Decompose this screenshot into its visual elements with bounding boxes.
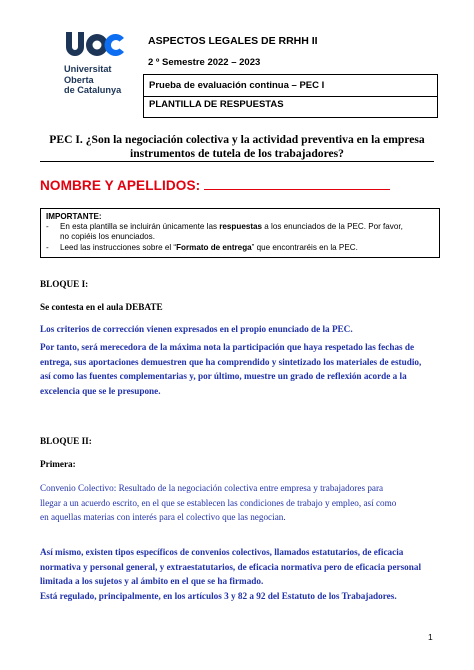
- important-item-2-post: ” que encontraréis en la PEC.: [251, 242, 358, 252]
- dash-bullet: -: [46, 242, 49, 252]
- evaluation-title: Prueba de evaluación continua – PEC I: [149, 80, 325, 91]
- bloque-1-para-2-line-2: entrega, sus aportaciones demuestren que ha comprendido y sintetizado los materiales de estudio,: [40, 356, 422, 367]
- logo-text: [64, 64, 126, 96]
- important-notice: [40, 208, 440, 258]
- bloque-2-para-1-line-1: Convenio Colectivo: Resultado de la negociación colectiva entre empresa y trabajadores para: [40, 483, 384, 493]
- bloque-2-para-2: [40, 545, 438, 603]
- bloque-1-para-2-line-1: Por tanto, será merecedora de la máxima nota la participación que haya respetado las fechas de: [40, 342, 415, 352]
- course-title: ASPECTOS LEGALES DE RRHH II: [148, 35, 318, 47]
- logo-line-1: Universitat: [64, 64, 112, 74]
- bloque-1-heading: BLOQUE I:: [40, 279, 89, 289]
- pec-question-line-2: instrumentos de tutela de los trabajadores?: [130, 147, 344, 160]
- bloque-1-para-2-line-4: excelencia que se le presupone.: [40, 385, 161, 396]
- bloque-2-para-1: [40, 481, 438, 525]
- name-field-underline[interactable]: [204, 177, 390, 190]
- important-item-2: [46, 243, 434, 253]
- header-box: [143, 74, 438, 118]
- bloque-2-heading: BLOQUE II:: [40, 436, 92, 446]
- bloque-2-para-2-line-3: limitada a los sujetos y al ámbito en el que se ha firmado.: [40, 576, 264, 587]
- bloque-1-subheading: Se contesta en el aula DEBATE: [40, 302, 163, 312]
- uoc-logo-icon: [64, 30, 126, 60]
- logo-line-2: Oberta: [64, 74, 94, 85]
- template-title: PLANTILLA DE RESPUESTAS: [149, 99, 284, 110]
- important-item-1-pre: En esta plantilla se incluirán únicamente las: [60, 222, 220, 232]
- bloque-2-para-2-line-2: normativa y personal general, y extraestatutarios, de eficacia normativa pero de eficacia personal: [40, 561, 422, 572]
- uoc-logo: [64, 30, 126, 96]
- bloque-2-para-1-line-3: en aquellas materias con interés para el colectivo que las negocian.: [40, 512, 286, 523]
- pec-label: PEC I.: [49, 133, 83, 146]
- important-item-2-bold: Formato de entrega: [176, 242, 252, 252]
- title-divider: [40, 161, 434, 162]
- pec-question-line-1: [40, 133, 434, 147]
- bloque-2-para-2-line-4: Está regulado, principalmente, en los artículos 3 y 82 a 92 del Estatuto de los Trabajadores.: [40, 590, 397, 601]
- logo-line-3: de Catalunya: [64, 85, 122, 95]
- header-box-divider: [144, 96, 437, 97]
- important-item-1-post: a los enunciados de la PEC. Por favor,: [262, 222, 403, 232]
- bloque-1-para-2: [40, 340, 438, 398]
- important-item-1: [46, 222, 434, 242]
- bloque-2-para-1-line-2: llegar a un acuerdo escrito, en el que se establecen las condiciones de trabajo y empleo, así como: [40, 497, 397, 508]
- name-field-label: NOMBRE Y APELLIDOS:: [40, 178, 201, 193]
- semester: 2 º Semestre 2022 – 2023: [148, 57, 261, 68]
- pec-question: [40, 133, 434, 161]
- bloque-2-para-2-line-1: Así mismo, existen tipos específicos de convenios colectivos, llamados estatutarios, de eficacia: [40, 547, 404, 557]
- name-field: [40, 177, 390, 193]
- important-heading: IMPORTANTE:: [46, 212, 102, 221]
- page-number: 1: [428, 632, 433, 642]
- important-item-1-line2: no copiéis los enunciados.: [60, 232, 155, 242]
- pec-question-text-1: ¿Son la negociación colectiva y la actividad preventiva en la empresa: [85, 133, 425, 146]
- important-item-2-pre: Leed las instrucciones sobre el “: [60, 242, 177, 252]
- dash-bullet: -: [46, 222, 49, 232]
- bloque-1-para-2-line-3: así como las fuentes complementarias y, por último, muestre un grado de reflexión acorde a la: [40, 371, 407, 382]
- important-item-1-bold: respuestas: [219, 222, 263, 232]
- bloque-2-subheading: Primera:: [40, 459, 76, 469]
- bloque-1-para-1: Los criterios de corrección vienen expresados en el propio enunciado de la PEC.: [40, 324, 353, 334]
